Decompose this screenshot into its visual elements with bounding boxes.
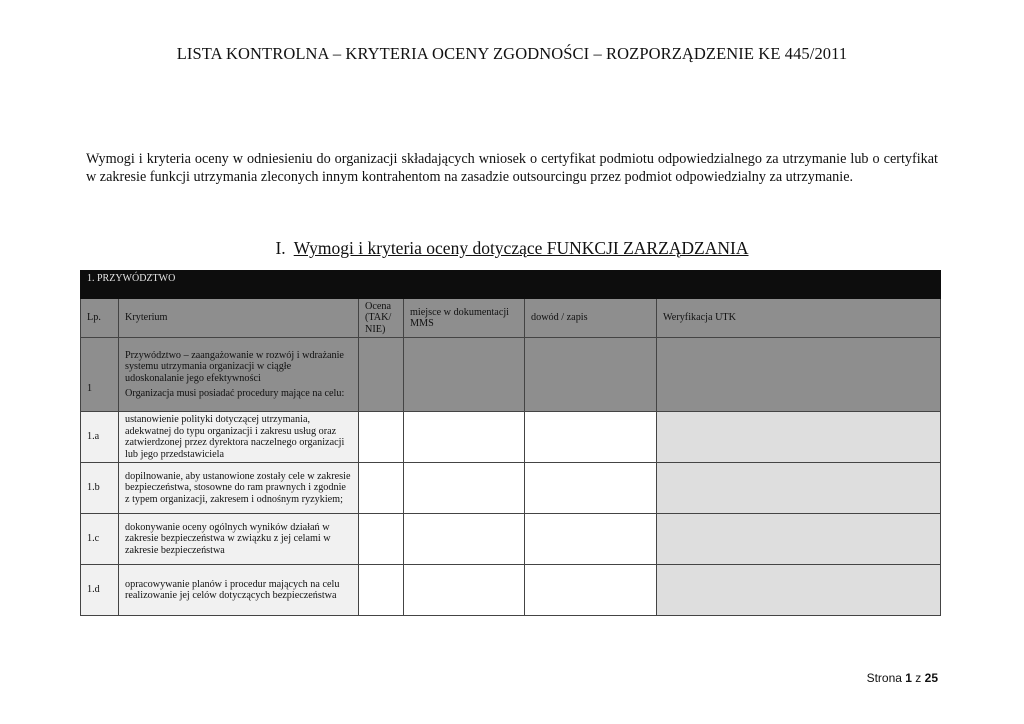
- row-lp: 1.b: [81, 463, 119, 514]
- ocena-input-cell[interactable]: [359, 412, 404, 463]
- dowod-input-cell[interactable]: [525, 514, 657, 565]
- ocena-input-cell[interactable]: [359, 463, 404, 514]
- group-criterion-line1: Przywództwo – zaangażowanie w rozwój i wdrażanie systemu utrzymania organizacji w ciągłe udoskonalanie jego efektywności: [125, 349, 344, 384]
- header-miejsce: miejsce w dokumentacji MMS: [404, 299, 525, 338]
- miejsce-input-cell[interactable]: [404, 412, 525, 463]
- weryfikacja-utk-cell: [657, 565, 941, 616]
- table-row: [81, 565, 941, 616]
- section-label: 1. PRZYWÓDZTWO: [81, 271, 941, 299]
- miejsce-input-cell[interactable]: [404, 565, 525, 616]
- table-row: [81, 463, 941, 514]
- group-criterion-line2: Organizacja musi posiadać procedury mające na celu:: [125, 388, 345, 399]
- row-criterion: opracowywanie planów i procedur mających na celu realizowanie jej celów dotyczących bezpieczeństwa: [119, 565, 359, 616]
- section-heading: [0, 238, 1024, 259]
- checklist-table: [80, 270, 941, 616]
- intro-paragraph: Wymogi i kryteria oceny w odniesieniu do organizacji składających wniosek o certyfikat podmiotu odpowiedzialnego za utrzymanie lub o certyfikat w zakresie funkcji utrzymania zleconych innym kontrahentom na zasadzie outsourcingu przez podmiot odpowiedzialny za utrzymanie.: [86, 151, 938, 185]
- header-weryfikacja: Weryfikacja UTK: [657, 299, 941, 338]
- group-miejsce-cell: [404, 338, 525, 412]
- row-criterion: dokonywanie oceny ogólnych wyników działań w zakresie bezpieczeństwa w związku z jej celami w zakresie bezpieczeństwa: [119, 514, 359, 565]
- group-criterion: [119, 338, 359, 412]
- dowod-input-cell[interactable]: [525, 412, 657, 463]
- group-dowod-cell: [525, 338, 657, 412]
- ocena-input-cell[interactable]: [359, 565, 404, 616]
- section-number: I.: [275, 238, 286, 258]
- row-lp: 1.d: [81, 565, 119, 616]
- page-current: 1: [905, 671, 912, 685]
- table-row: [81, 412, 941, 463]
- row-lp: 1.a: [81, 412, 119, 463]
- group-lp: 1: [81, 338, 119, 412]
- row-criterion: dopilnowanie, aby ustanowione zostały cele w zakresie bezpieczeństwa, stosowne do ram prawnych i zgodnie z typem organizacji, zakresem i odnośnym ryzykiem;: [119, 463, 359, 514]
- ocena-input-cell[interactable]: [359, 514, 404, 565]
- miejsce-input-cell[interactable]: [404, 463, 525, 514]
- header-kryterium: Kryterium: [119, 299, 359, 338]
- weryfikacja-utk-cell: [657, 514, 941, 565]
- header-lp: Lp.: [81, 299, 119, 338]
- miejsce-input-cell[interactable]: [404, 514, 525, 565]
- row-lp: 1.c: [81, 514, 119, 565]
- row-criterion: ustanowienie polityki dotyczącej utrzymania, adekwatnej do typu organizacji i zakresu usług oraz zatwierdzonej przez dyrektora naczelnego organizacji lub jego przedstawiciela: [119, 412, 359, 463]
- dowod-input-cell[interactable]: [525, 565, 657, 616]
- document-title: LISTA KONTROLNA – KRYTERIA OCENY ZGODNOŚCI – ROZPORZĄDZENIE KE 445/2011: [176, 44, 848, 63]
- header-ocena: Ocena (TAK/ NIE): [359, 299, 404, 338]
- dowod-input-cell[interactable]: [525, 463, 657, 514]
- page-label: Strona: [866, 671, 902, 685]
- weryfikacja-utk-cell: [657, 412, 941, 463]
- group-ocena-cell: [359, 338, 404, 412]
- weryfikacja-utk-cell: [657, 463, 941, 514]
- page-separator: z: [915, 671, 922, 685]
- section-row: [81, 271, 941, 299]
- section-title: Wymogi i kryteria oceny dotyczące FUNKCJI ZARZĄDZANIA: [293, 238, 749, 258]
- table-row: [81, 514, 941, 565]
- group-row: [81, 338, 941, 412]
- page-footer: [867, 671, 938, 685]
- header-dowod: dowód / zapis: [525, 299, 657, 338]
- group-weryfikacja-cell: [657, 338, 941, 412]
- page-total: 25: [924, 671, 938, 685]
- header-row: [81, 299, 941, 338]
